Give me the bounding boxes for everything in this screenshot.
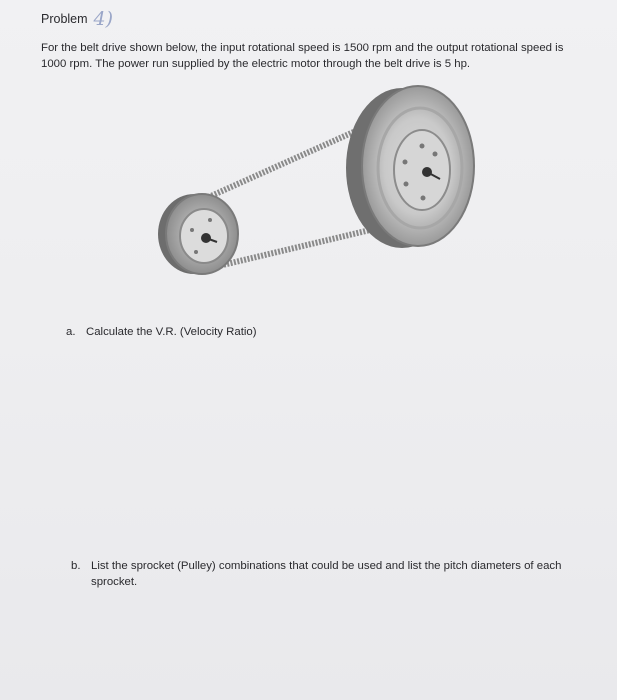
question-b-letter: b. [71,560,81,572]
problem-number-handwritten: 4) [93,8,114,30]
problem-heading [41,8,113,30]
question-b [71,558,571,590]
problem-label: Problem [41,12,88,26]
question-a [66,324,257,340]
question-a-letter: a. [66,326,76,338]
question-b-text: List the sprocket (Pulley) combinations that could be used and list the pitch diameters of each sprocket. [91,560,562,588]
problem-statement: For the belt drive shown below, the input rotational speed is 1500 rpm and the output rotational speed is 1000 rpm. The power run supplied by the electric motor through the belt drive is 5 hp. [41,42,564,70]
question-a-text: Calculate the V.R. (Velocity Ratio) [86,326,257,338]
belt-drive-figure [140,80,480,280]
belt-drive-pulleys-icon [140,80,480,280]
